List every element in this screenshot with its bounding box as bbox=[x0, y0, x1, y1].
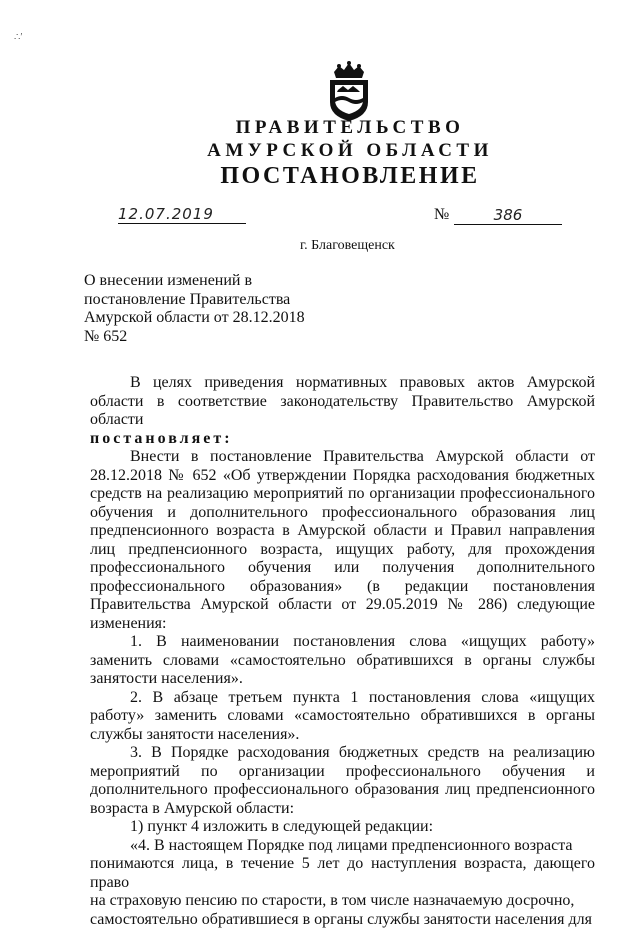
decree-word bbox=[90, 430, 595, 449]
document-subject bbox=[84, 272, 324, 346]
quote-line: понимаются лица, в течение 5 лет до наступления возраста, дающего право bbox=[90, 855, 595, 892]
paragraph-subitem-1: 1) пункт 4 изложить в следующей редакции: bbox=[90, 818, 595, 837]
document-type-heading: ПОСТАНОВЛЕНИЕ bbox=[0, 163, 640, 190]
subject-line: О внесении изменений в bbox=[84, 272, 324, 291]
preamble-paragraph: В целях приведения нормативных правовых актов Амурской области в соответствие законодательству Правительство Амурской области bbox=[90, 374, 595, 430]
decree-word-text: постановляет: bbox=[90, 430, 233, 447]
subject-line: Амурской области от 28.12.2018 bbox=[84, 309, 324, 328]
quote-line: самостоятельно обратившиеся в органы службы занятости населения для bbox=[90, 911, 595, 929]
coat-of-arms-emblem bbox=[326, 60, 372, 122]
paragraph-item-2: 2. В абзаце третьем пункта 1 постановления слова «ищущих работу» заменить словами «самостоятельно обратившихся в органы службы занятости населения». bbox=[90, 689, 595, 745]
paragraph-main: Внести в постановление Правительства Амурской области от 28.12.2018 № 652 «Об утверждении Порядка расходования бюджетных средств на реализацию мероприятий по организации профессионального обучения и дополнительного профессионального образования лиц предпенсионного возраста в Амурской области и Правил направления лиц предпенсионного возраста, ищущих работу, для прохождения профессионального обучения или получения дополнительного профессионального образования» (в редакции постановления Правительства Амурской области от 29.05.2019 № 286) следующие изменения: bbox=[90, 448, 595, 633]
scan-mark: ∴′ bbox=[14, 32, 23, 43]
city-name: г. Благовещенск bbox=[300, 238, 395, 254]
region-heading: АМУРСКОЙ ОБЛАСТИ bbox=[0, 140, 640, 162]
document-number: 386 bbox=[454, 206, 562, 225]
quote-line: на страховую пенсию по старости, в том числе назначаемую досрочно, bbox=[90, 892, 595, 911]
subject-line: № 652 bbox=[84, 328, 324, 347]
document-date: 12.07.2019 bbox=[118, 205, 246, 224]
government-heading: ПРАВИТЕЛЬСТВО bbox=[0, 117, 640, 139]
number-label: № bbox=[434, 206, 449, 224]
paragraph-item-3: 3. В Порядке расходования бюджетных средств на реализацию мероприятий по организации профессионального обучения и дополнительного профессионального образования лиц предпенсионного возраста в Амурской области: bbox=[90, 744, 595, 818]
subject-line: постановление Правительства bbox=[84, 291, 324, 310]
quote-line: «4. В настоящем Порядке под лицами предпенсионного возраста bbox=[90, 837, 595, 856]
document-body bbox=[90, 374, 595, 929]
paragraph-item-1: 1. В наименовании постановления слова «ищущих работу» заменить словами «самостоятельно обратившихся в органы службы занятости населения». bbox=[90, 633, 595, 689]
